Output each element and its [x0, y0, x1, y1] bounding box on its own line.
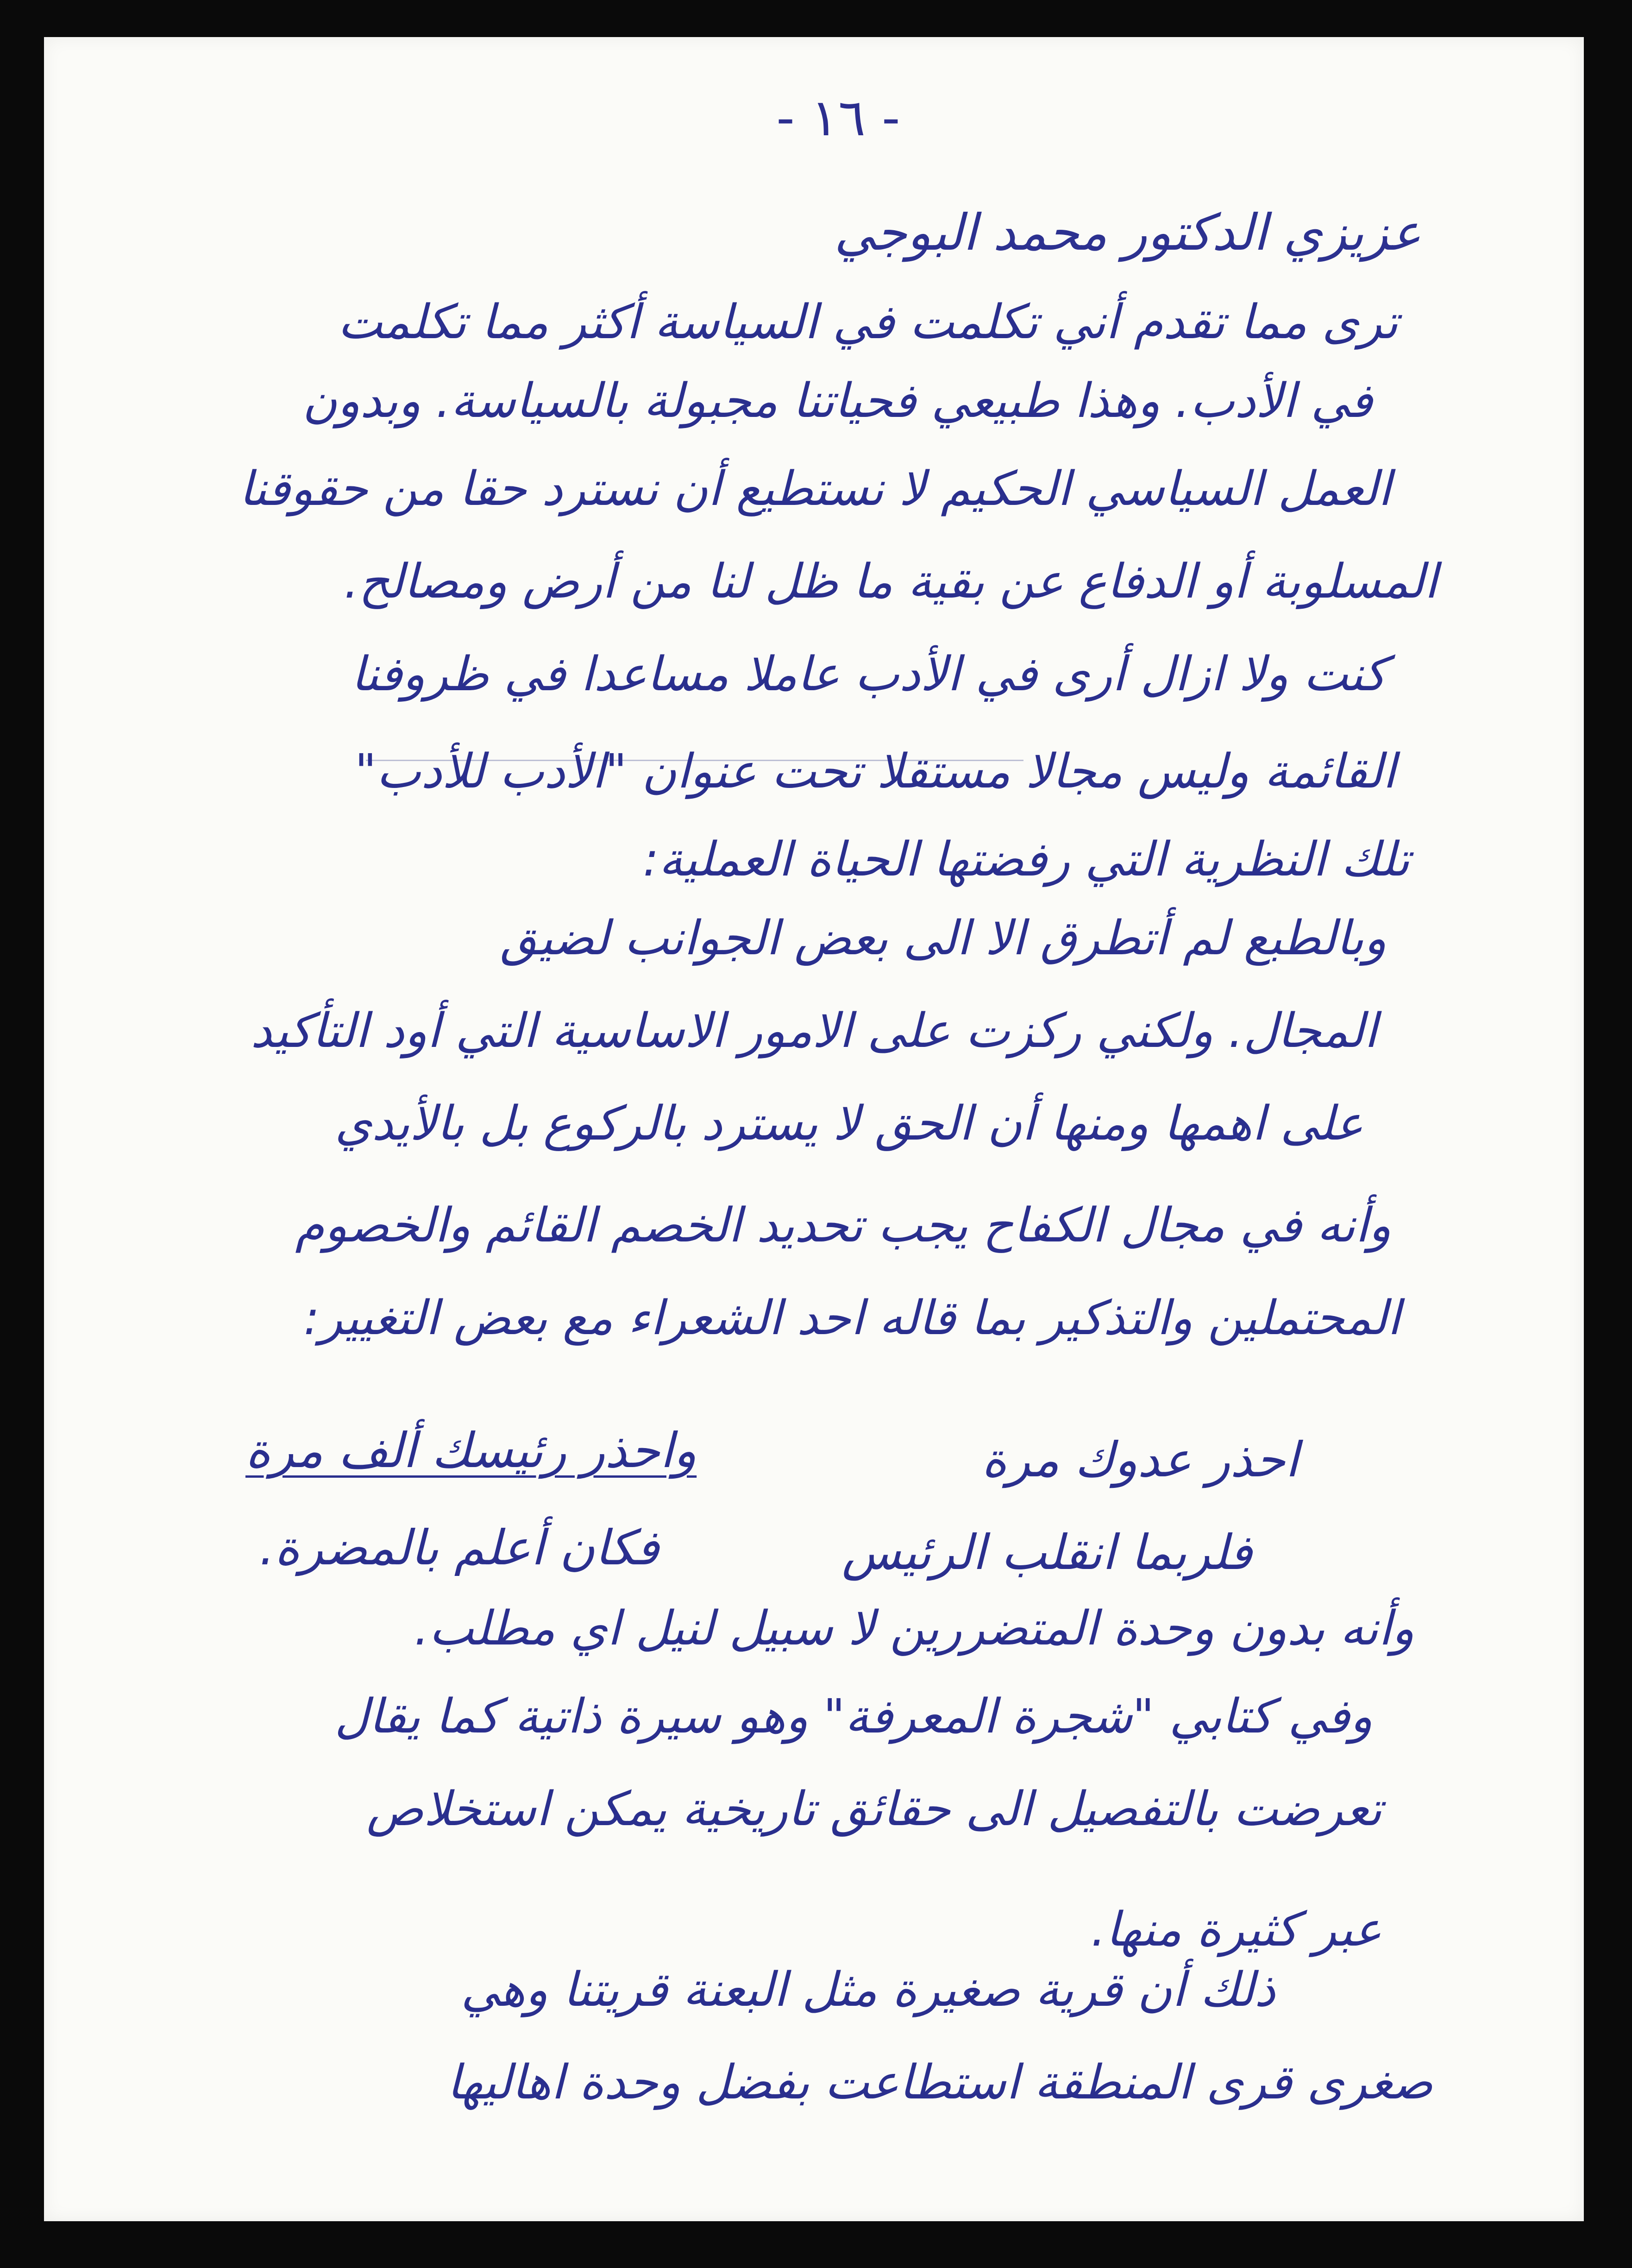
body-line: تلك النظرية التي رفضتها الحياة العملية: — [643, 832, 1410, 887]
verse-line-2-first-hemistich: فلربما انقلب الرئيس — [841, 1524, 1252, 1581]
body-line: العمل السياسي الحكيم لا نستطيع أن نسترد حقا من حقوقنا — [239, 461, 1391, 517]
body-line: وفي كتابي "شجرة المعرفة" وهو سيرة ذاتية كما يقال — [334, 1689, 1373, 1744]
page-number: - ١٦ - — [776, 88, 900, 147]
salutation: عزيزي الدكتور محمد البوجي — [834, 204, 1421, 262]
body-line: وأنه في مجال الكفاح يجب تحديد الخصم القائم والخصوم — [295, 1198, 1391, 1253]
body-line: على اهمها ومنها أن الحق لا يسترد بالركوع بل بالأيدي — [335, 1096, 1363, 1151]
body-line: عبر كثيرة منها. — [1091, 1902, 1382, 1957]
body-line: صغرى قرى المنطقة استطاعت بفضل وحدة اهاليها — [447, 2055, 1433, 2110]
body-line: المجال. ولكني ركزت على الامور الاساسية التي أود التأكيد — [251, 1003, 1377, 1058]
body-line: القائمة وليس مجالا مستقلا تحت عنوان "الأدب للأدب" — [355, 744, 1396, 799]
verse-line-1-first-hemistich: احذر عدوك مرة — [981, 1431, 1299, 1488]
verse-line-1-second-hemistich: واحذر رئيسك ألف مرة — [245, 1422, 697, 1479]
body-line: وأنه بدون وحدة المتضررين لا سبيل لنيل اي مطلب. — [414, 1601, 1414, 1656]
body-line: تعرضت بالتفصيل الى حقائق تاريخية يمكن استخلاص — [366, 1782, 1382, 1837]
body-line: ترى مما تقدم أني تكلمت في السياسة أكثر مما تكلمت — [338, 295, 1398, 350]
body-line: المحتملين والتذكير بما قاله احد الشعراء مع بعض التغيير: — [303, 1291, 1400, 1346]
verse-line-2-second-hemistich: فكان أعلم بالمضرة. — [259, 1519, 659, 1576]
body-line: كنت ولا ازال أرى في الأدب عاملا مساعدا في ظروفنا — [351, 647, 1387, 702]
body-line: في الأدب. وهذا طبيعي فحياتنا مجبولة بالسياسة. وبدون — [302, 373, 1373, 428]
body-line: المسلوبة أو الدفاع عن بقية ما ظل لنا من أرض ومصالح. — [344, 554, 1437, 609]
body-line: ذلك أن قرية صغيرة مثل البعنة قريتنا وهي — [461, 1962, 1275, 2017]
body-line: وبالطبع لم أتطرق الا الى بعض الجوانب لضيق — [500, 911, 1387, 966]
